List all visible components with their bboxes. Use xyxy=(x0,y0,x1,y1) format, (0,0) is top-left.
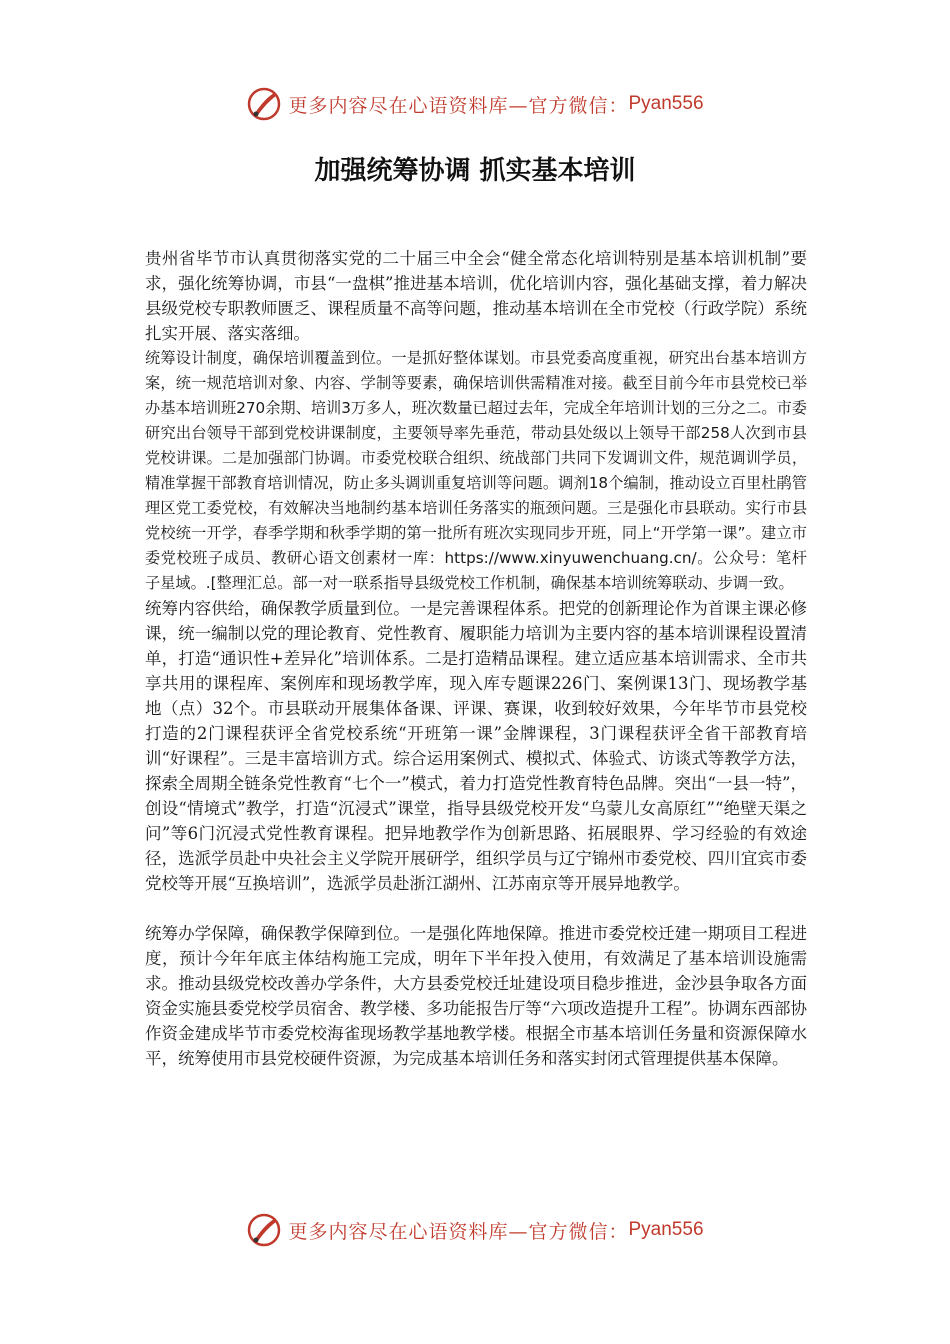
document-title: 加强统筹协调 抓实基本培训 xyxy=(314,156,636,186)
footer-watermark xyxy=(0,1208,950,1252)
brush-logo-icon xyxy=(246,86,282,122)
watermark-text: 更多内容尽在心语资料库—官方微信： xyxy=(288,94,629,117)
brush-logo-icon xyxy=(246,1212,282,1248)
paragraph-gap xyxy=(145,896,807,921)
paragraph-intro: 贵州省毕节市认真贯彻落实党的二十届三中全会“健全常态化培训特别是基本培训机制”要求，强化统筹协调，市县“一盘棋”推进基本培训，优化培训内容，强化基础支撑，着力解决县级党校专职教师匮乏、课程质量不高等问题，推动基本培训在全市党校（行政学院）系统扎实开展、落实落细。 xyxy=(145,249,807,343)
document-body xyxy=(145,246,807,1071)
header-watermark xyxy=(0,82,950,126)
watermark-text: 更多内容尽在心语资料库—官方微信： xyxy=(288,1220,629,1243)
paragraph-support: 统筹办学保障，确保教学保障到位。一是强化阵地保障。推进市委党校迁建一期项目工程进度，预计今年年底主体结构施工完成，明年下半年投入使用，有效满足了基本培训设施需求。推动县级党校改善办学条件，大方县委党校迁址建设项目稳步推进，金沙县争取各方面资金实施县委党校学员宿舍、教学楼、多功能报告厅等“六项改造提升工程”。协调东西部协作资金建成毕节市委党校海雀现场教学基地教学楼。根据全市基本培训任务量和资源保障水平，统筹使用市县党校硬件资源，为完成基本培训任务和落实封闭式管理提供基本保障。 xyxy=(145,924,807,1068)
paragraph-institution: 统筹设计制度，确保培训覆盖到位。一是抓好整体谋划。市县党委高度重视，研究出台基本培训方案，统一规范培训对象、内容、学制等要素，确保培训供需精准对接。截至目前今年市县党校已举办基本培训班270余期、培训3万多人，班次数量已超过去年，完成全年培训计划的三分之二。市委研究出台领导干部到党校讲课制度，主要领导率先垂范，带动县处级以上领导干部258人次到市县党校讲课。二是加强部门协调。市委党校联合组织、统战部门共同下发调训文件，规范调训学员，精准掌握干部教育培训情况，防止多头调训重复培训等问题。调剂18个编制，推动设立百里杜鹃管理区党工委党校，有效解决当地制约基本培训任务落实的瓶颈问题。三是强化市县联动。实行市县党校统一开学，春季学期和秋季学期的第一批所有班次实现同步开班，同上“开学第一课”。建立市委党校班子成员、教研心语文创素材一库：https://www.xinyuwenchuang.cn/。公众号：笔杆子星域。.[整理汇总。部一对一联系指导县级党校工作机制，确保基本培训统筹联动、步调一致。 xyxy=(145,349,807,592)
watermark-contact: Pyan556 xyxy=(628,93,704,114)
watermark-contact: Pyan556 xyxy=(628,1219,704,1240)
paragraph-curriculum: 统筹内容供给，确保教学质量到位。一是完善课程体系。把党的创新理论作为首课主课必修课，统一编制以党的理论教育、党性教育、履职能力培训为主要内容的基本培训课程设置清单，打造“通识性+差异化”培训体系。二是打造精品课程。建立适应基本培训需求、全市共享共用的课程库、案例库和现场教学库，现入库专题课226门、案例课13门、现场教学基地（点）32个。市县联动开展集体备课、评课、赛课，收到较好效果，今年毕节市县党校打造的2门课程获评全省党校系统“开班第一课”金牌课程，3门课程获评全省干部教育培训“好课程”。三是丰富培训方式。综合运用案例式、模拟式、体验式、访谈式等教学方法，探索全周期全链条党性教育“七个一”模式，着力打造党性教育特色品牌。突出“一县一特”，创设“情境式”教学，打造“沉浸式”课堂，指导县级党校开发“乌蒙儿女高原红”“绝壁天渠之问”等6门沉浸式党性教育课程。把异地教学作为创新思路、拓展眼界、学习经验的有效途径，选派学员赴中央社会主义学院开展研学，组织学员与辽宁锦州市委党校、四川宜宾市委党校等开展“互换培训”，选派学员赴浙江湖州、江苏南京等开展异地教学。 xyxy=(145,599,807,893)
